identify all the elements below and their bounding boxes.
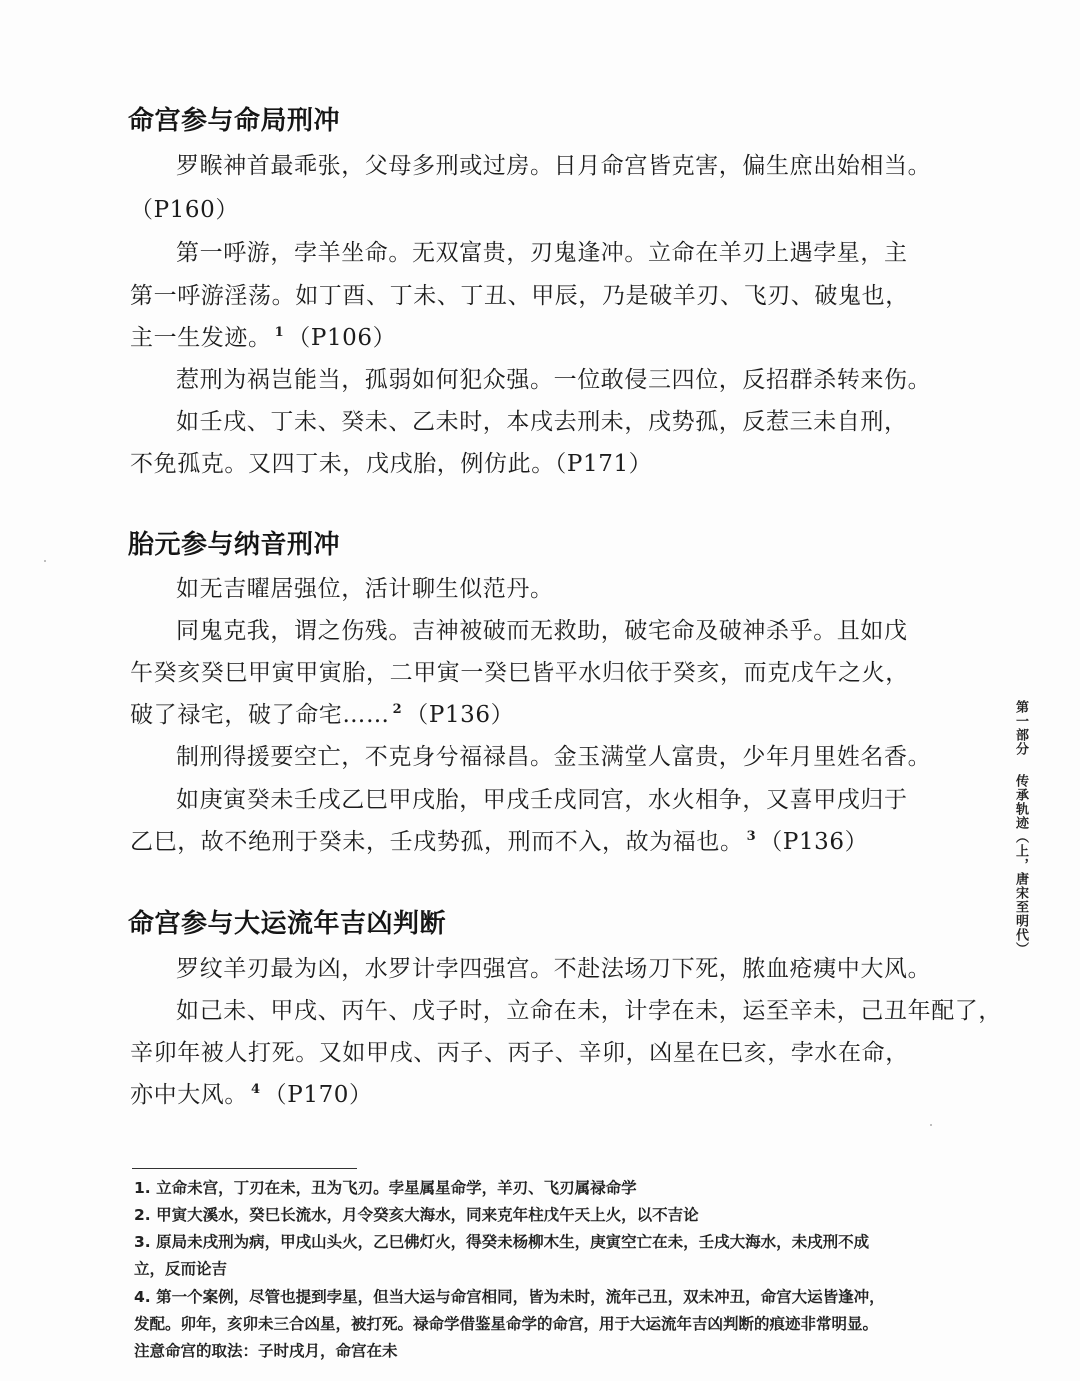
body-line-with-footnote	[130, 827, 868, 861]
page-ref: （P136）	[405, 702, 515, 728]
body-text: 亦中大风。	[130, 1082, 248, 1108]
body-line: 不免孤克。又四丁未，戊戌胎，例仿此。（P171）	[130, 451, 653, 477]
footnote-marker-3: 3	[746, 829, 757, 844]
part-label: 第一部分	[1013, 700, 1028, 756]
body-line-with-footnote	[130, 1080, 373, 1114]
footnote-1: 1. 立命未宫，丁刃在未，丑为飞刃。孛星属星命学，羊刃、飞刃属禄命学	[134, 1179, 637, 1197]
body-line: 同鬼克我，谓之伤残。吉神被破而无救助，破宅命及破神杀乎。且如戊	[176, 618, 908, 644]
footnote-2: 2. 甲寅大溪水，癸巳长流水，月令癸亥大海水，同来克年柱戊午天上火，以不吉论	[134, 1206, 699, 1224]
footnote-divider	[132, 1168, 357, 1169]
page-ref: （P170）	[263, 1082, 373, 1108]
body-text: 乙巳，故不绝刑于癸未，壬戌势孤，刑而不入，故为福也。	[130, 829, 744, 855]
footnote-3: 3. 原局未戌刑为病，甲戌山头火，乙巳佛灯火，得癸未杨柳木生，庚寅空亡在未，壬戌大海水，未戌刑不成	[134, 1233, 870, 1251]
body-line: 如庚寅癸未壬戌乙巳甲戌胎，甲戌壬戌同宫，水火相争，又喜甲戌归于	[176, 787, 908, 813]
running-header-vertical	[1009, 700, 1031, 956]
body-line: 惹刑为祸岂能当，孤弱如何犯众强。一位敢侵三四位，反招群杀转来伤。	[176, 367, 932, 393]
footnote-4: 4. 第一个案例，尽管也提到孛星，但当大运与命宫相同，皆为未时，流年己丑，双未冲丑，命宫大运皆逢冲，	[134, 1288, 885, 1306]
footnote-4-continued: 发配。卯年，亥卯未三合凶星，被打死。禄命学借鉴星命学的命宫，用于大运流年吉凶判断的痕迹非常明显。	[134, 1315, 879, 1333]
footnote-marker-4: 4	[251, 1082, 261, 1097]
body-line-with-footnote	[130, 323, 396, 357]
scan-speck	[930, 1124, 932, 1126]
footnote-marker-2: 2	[392, 702, 403, 717]
body-line: 制刑得援要空亡，不克身兮福禄昌。金玉满堂人富贵，少年月里姓名香。	[176, 744, 932, 770]
scan-speck	[44, 560, 46, 562]
section-heading-3: 命宫参与大运流年吉凶判断	[128, 909, 447, 939]
body-line: 如无吉曜居强位，活计聊生似范丹。	[176, 576, 554, 602]
section-heading-1: 命宫参与命局刑冲	[128, 106, 341, 136]
body-line: 午癸亥癸巳甲寅甲寅胎，二甲寅一癸巳皆平水归依于癸亥，而克戊午之火，	[130, 660, 909, 686]
footnote-3-continued: 立，反而论吉	[134, 1260, 228, 1278]
footnote-4-continued-2: 注意命宫的取法：子时戌月，命宫在未	[134, 1342, 398, 1360]
body-text: 破了禄宅，破了命宅……	[130, 702, 390, 728]
part-title: 传承轨迹（上，唐宋至明代）	[1013, 774, 1028, 956]
footnote-marker-1: 1	[274, 325, 285, 340]
body-line: 第一呼游，孛羊坐命。无双富贵，刃鬼逢冲。立命在羊刃上遇孛星，主	[176, 240, 908, 266]
body-line: 辛卯年被人打死。又如甲戌、丙子、丙子、辛卯，凶星在巳亥，孛水在命，	[130, 1040, 909, 1066]
page-ref: （P136）	[759, 829, 869, 855]
body-line: （P160）	[130, 197, 239, 223]
body-line: 罗纹羊刃最为凶，水罗计孛四强宫。不赴法场刀下死，脓血疮痍中大风。	[176, 956, 932, 982]
body-line-with-footnote	[130, 700, 514, 734]
section-heading-2: 胎元参与纳音刑冲	[128, 530, 341, 560]
body-line: 如壬戌、丁未、癸未、乙未时，本戌去刑未，戌势孤，反惹三未自刑，	[176, 409, 908, 435]
body-line: 罗睺神首最乖张，父母多刑或过房。日月命宫皆克害，偏生庶出始相当。	[176, 153, 932, 179]
body-line: 第一呼游淫荡。如丁酉、丁未、丁丑、甲辰，乃是破羊刃、飞刃、破鬼也，	[130, 283, 909, 309]
body-text: 主一生发迹。	[130, 325, 272, 351]
body-line: 如己未、甲戌、丙午、戊子时，立命在未，计孛在未，运至辛未，己丑年配了，	[176, 998, 1002, 1024]
page-ref: （P106）	[287, 325, 397, 351]
